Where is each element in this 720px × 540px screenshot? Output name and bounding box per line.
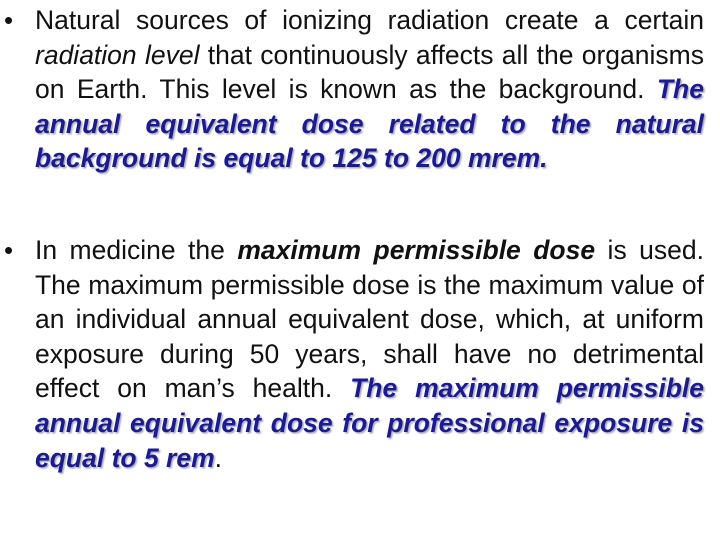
bullet-text-tail: . <box>214 442 223 473</box>
bullet-maximum-permissible-dose <box>4 233 704 475</box>
bullet-text-body: is used. The maximum permissible dose is the maximum value of an individual annual equivalent dose, which, at uniform exposure during 50 years, shall have no detrimental effect on man’s health. <box>35 235 704 404</box>
bullet-text-intro: Natural sources of ionizing radiation create a certain <box>35 5 704 35</box>
term-radiation-level: radiation level <box>35 39 200 70</box>
bullet-marker: • <box>4 235 14 265</box>
bullet-text-body: that continuously affects all the organisms on Earth. This level is known as the background. <box>35 39 704 105</box>
bullet-marker: • <box>4 5 14 35</box>
term-maximum-permissible-dose: maximum permissible dose <box>237 235 596 265</box>
highlight-professional-dose: The maximum permissible annual equivalent dose for professional exposure is equal to 5 rem <box>35 373 704 473</box>
highlight-background-dose: The annual equivalent dose related to the natural background is equal to 125 to 200 mrem. <box>35 74 704 174</box>
bullet-text-intro: In medicine the <box>35 235 238 265</box>
bullet-natural-background <box>4 3 704 176</box>
